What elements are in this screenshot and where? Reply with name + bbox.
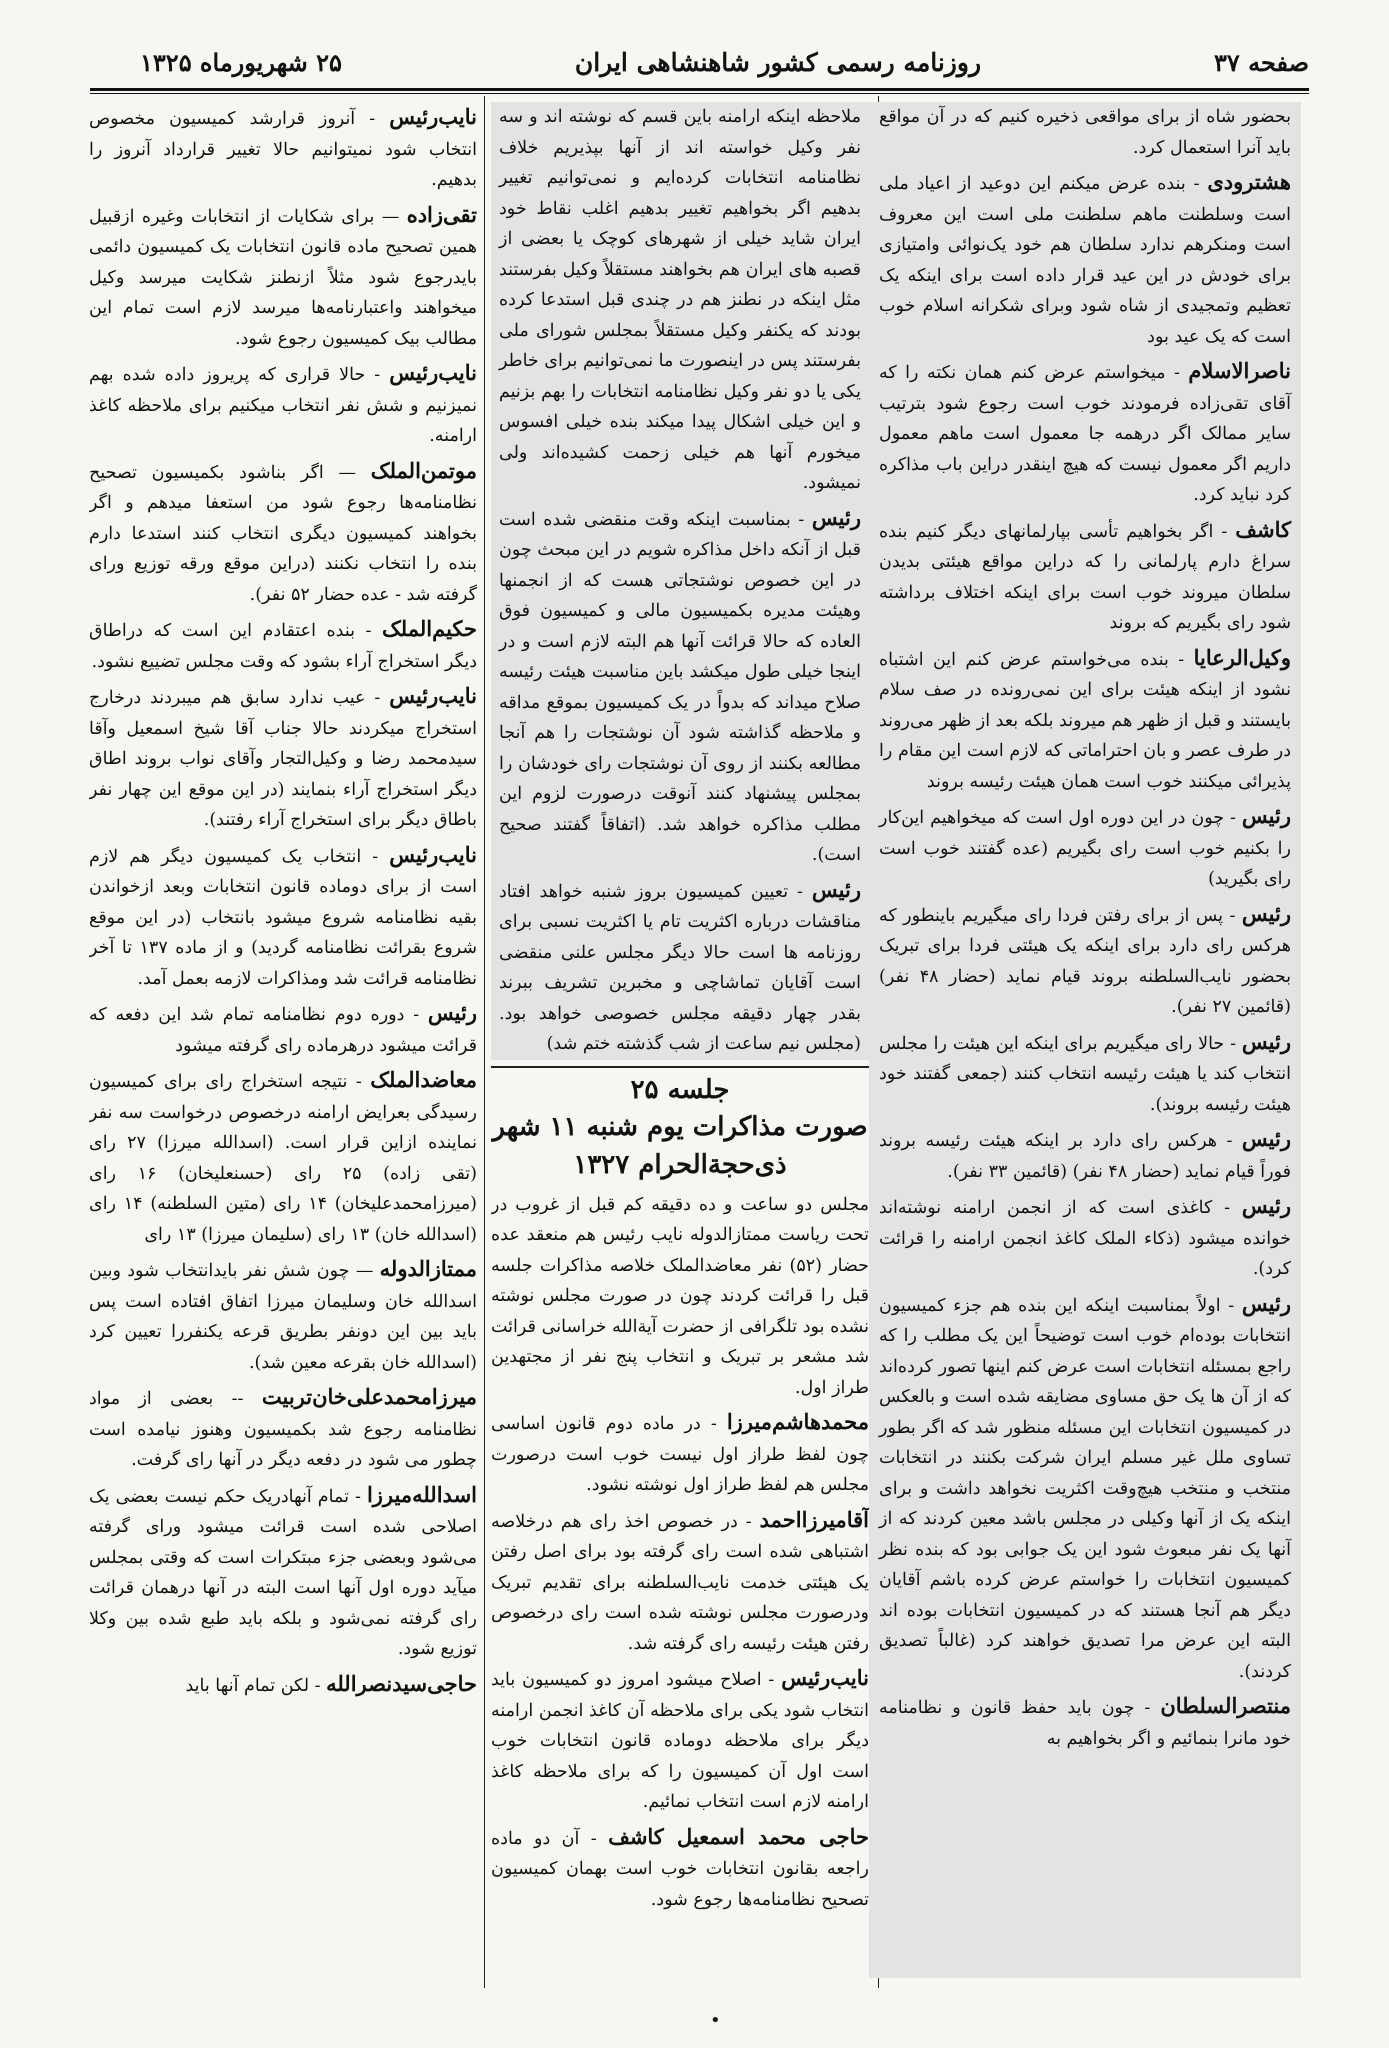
issue-date: ۲۵ شهریورماه ۱۳۲۵: [140, 47, 342, 77]
paragraph-text: - تمام آنهادریک حکم نیست بعضی یک اصلاحی شده است قرائت میشود ورای گرفته می‌شود وبعضی جزء مبتکرات است که وقتی بمجلس میآید دوره اول آنها است البته در آنها درهمان قرائت رای گرفته نمی‌شود و بلکه باید طبع شده بین وکلا توزیع شود.: [89, 1486, 477, 1659]
paragraph: [879, 1691, 1291, 1754]
paragraph-text: - پس از برای رفتن فردا رای میگیریم باینطور که هرکس رای دارد برای اینکه یک هیئتی فردا برای تبریک بحضور نایب‌السلطنه بروند قیام نماید (حضار ۴۸ نفر) (قائمین ۲۷ نفر).: [879, 905, 1291, 1017]
paragraph: [89, 998, 477, 1061]
paragraph: [491, 1822, 869, 1916]
paragraph: [89, 358, 477, 452]
paragraph-text: - هرکس رای دارد بر اینکه هیئت رئیسه بروند فوراً قیام نماید (حضار ۴۸ نفر) (قائمین ۳۳ نفر).: [879, 1131, 1291, 1182]
paragraph: [879, 515, 1291, 639]
footer-mark: •: [710, 2010, 721, 2031]
paragraph: [89, 1669, 477, 1702]
speaker-name: رئیس: [1241, 1290, 1291, 1316]
paragraph-text: - در خصوص اخذ رای هم درخلاصه اشتباهی شده است رای گرفته بود برای اصل رفتن یک هیئتی خدمت نایب‌السلطنه برای تقدیم تبریک ودرصورت مجلس نوشته شده است رای درخصوص رفتن هیئت رئیسه رای گرفته شد.: [491, 1511, 869, 1654]
speaker-name: رئیس: [1241, 900, 1291, 926]
speaker-name: نایب‌رئیس: [389, 104, 477, 129]
speaker-name: محمدهاشم‌میرزا: [726, 1409, 869, 1434]
paragraph-text: - انتخاب یک کمیسیون دیگر هم لازم است از برای دوماده قانون انتخابات وبعد ازخواندن بقیه نظامنامه شروع میشود بانتخاب (در این موقع شروع بقرائت نظامنامه گردید) و از ماده ۱۳۷ تا آخر نظامنامه قرائت شد ومذاکرات لازمه بعمل آمد.: [89, 846, 477, 989]
paragraph-text: - نتیجه استخراج رای برای کمیسیون رسیدگی بعرایض ارامنه درخصوص درخواست سه نفر نماینده ازاین قرار است. (اسدالله میرزا) ۲۷ رای (تقی زاده) ۲۵ رای (حسنعلیخان) ۱۶ رای (میرزامحمدعلیخان) ۱۴ رای (متین السلطنه) ۱۴ رای (اسدالله خان) ۱۳ رای (سلیمان میرزا) ۱۳ رای: [89, 1072, 477, 1245]
paragraph-text: - کاغذی است که از انجمن ارامنه نوشته‌اند خوانده میشود (ذکاء الملک کاغذ انجمن ارامنه را قرائت کرد).: [879, 1198, 1291, 1279]
paragraph-text: - عیب ندارد سابق هم میبردند درخارج استخراج میکردند حالا جناب آقا شیخ اسمعیل وآقا سیدمحمد رضا و وکیل‌التجار وآقای نواب بروند اطاق دیگر استخراج آراء بنمایند (در این موقع این چهار نفر باطاق دیگر برای استخراج آراء رفتند).: [89, 688, 477, 830]
middle-column: [491, 102, 869, 1978]
paragraph: [89, 1254, 477, 1378]
paragraph: [491, 1190, 869, 1404]
paragraph: [879, 1027, 1291, 1121]
speaker-name: رئیس: [1241, 803, 1291, 828]
session-heading: [491, 1066, 869, 1184]
speaker-name: هشترودی: [1207, 169, 1291, 194]
header-rule-thin: [90, 93, 1309, 94]
speaker-name: رئیس: [1241, 1193, 1291, 1218]
speaker-name: حاجی محمد اسمعیل کاشف: [608, 1823, 869, 1849]
paragraph-text: - حالا قراری که پریروز داده شده بهم نمیزنیم و شش نفر انتخاب میکنیم برای ملاحظه کاغذ ارامنه.: [89, 365, 477, 446]
paragraph: [89, 1480, 477, 1665]
paragraph-text: — چون شش نفر بایدانتخاب شود وبین اسدالله خان وسلیمان میرزا اتفاق افتاده است پس باید بین این دونفر بطریق قرعه یکنفررا تعیین کرد (اسدالله خان بقرعه معین شد).: [89, 1261, 477, 1373]
speaker-name: ناصرالاسلام: [1188, 358, 1291, 383]
paragraph-text: ملاحظه اینکه ارامنه باین قسم که نوشته اند و سه نفر وکیل خواسته اند از آنها بپذیریم خلاف نظامنامه انتخابات کرده‌ایم و نمی‌توانیم تغییر بدهیم اگر بخواهیم تغییر بدهیم اغلب نقاط خود ایران شاید خیلی از شهرهای کوچک یا بعضی از قصبه های ایران هم بخواهند مستقلاً وکیل بفرستند مثل اینکه در نطنز هم در چندی قبل استدعا کرده بودند که یکنفر وکیل مستقلاً بمجلس شورای ملی بفرستند پس در اینصورت ما نمی‌توانیم برای خاطر یکی یا دو نفر وکیل نظامنامه انتخابات را بهم بزنیم و این خیلی اشکال پیدا میکند بنده خیلی افسوس میخورم آنها هم خیلی زحمت کشیده‌اند ولی نمیشود.: [499, 107, 861, 493]
middle-top-section: [491, 102, 869, 1060]
speaker-name: نایب‌رئیس: [389, 841, 477, 867]
paragraph-text: - تعیین کمیسیون بروز شنبه خواهد افتاد مناقشات درباره اکثریت تام یا اکثریت نسبی برای روزنامه ها است حالا دیگر مجلس علنی منقضی است آقایان تماشاچی و مخبرین تشریف ببرند بقدر چهار دقیقه مجلس خصوصی خواهد بود. (مجلس نیم ساعت از شب گذشته ختم شد): [499, 881, 861, 1054]
paragraph: [89, 681, 477, 836]
paragraph-text: - بمناسبت اینکه وقت منقضی شده است قبل از آنکه داخل مذاکره شویم در این مبحث چون در این خصوص نوشتجاتی هست که از انجمنها وهیئت مدیره بکمیسیون مالی و کمیسیون فوق العاده که حالا قرائت آنها هم البته لازم است و در اینجا خیلی طول میکشد باین مناسبت هیئت رئیسه صلاح میداند که بدواً در یک کمیسیون بموقع مداقه و ملاحظه گذاشته شود آن نوشتجات را هم آنجا مطالعه بکنند از روی آن نوشتجات رای خودشان را بمجلس پیشنهاد کنند آنوقت درصورت لزوم این مطلب مذاکره خواهد شد. (اتفاقاً گفتند صحیح است).: [499, 509, 861, 865]
paragraph-text: - آن دو ماده راجعه بقانون انتخابات خوب است بهمان کمیسیون تصحیح نظامنامه‌ها رجوع شود.: [491, 1828, 869, 1910]
speaker-name: حکیم‌الملک: [381, 616, 477, 641]
paragraph-text: - چون در این دوره اول است که میخواهیم این‌کار را بکنیم خوب است رای بگیریم (عده گفتند خوب است رای بگیرید): [879, 808, 1291, 889]
paragraph: [879, 643, 1291, 798]
paragraph-text: - اولاً بمناسبت اینکه این بنده هم جزء کمیسیون انتخابات بوده‌ام خوب است توضیحاً این یک مطلب را که راجع بمسئله انتخابات است عرض کنم اینها تصور کرده‌اند که از آن ها یک حق مساوی مضایقه شده است و بالعکس در کمیسیون انتخابات این مسئله منظور شد که اگر بطور تساوی ملل غیر مسلم ایران شرکت بکنند در انتخابات منتخب و منتخب هیچ‌وقت اکثریت نخواهد داشت و برای اینکه یک از آنها وکیلی در مجلس باشد معین کردند که از آنها یک نفر مبعوث شود این یک جوابی بود که بنده نظر کمیسیون انتخابات را خواستم عرض کرده باشم آقایان دیگر هم آنجا هستند که در کمیسیون انتخابات بوده اند البته این عرض مرا تصدیق خواهند کرد (غالباً تصدیق کردند).: [879, 1295, 1291, 1682]
paragraph-text: — برای شکایات از انتخابات وغیره ازقبیل همین تصحیح ماده قانون انتخابات یک کمیسیون دائمی بایدرجوع شود مثلاً ازنطنز شکایت میرسد وکیل میخواهند واعتبارنامه‌ها میرسد لازم است تمام این مطالب بیک کمیسیون رجوع شود.: [89, 206, 477, 349]
speaker-name: منتصرالسلطان: [1160, 1693, 1291, 1718]
header-rule: [90, 88, 1309, 91]
speaker-name: نایب‌رئیس: [781, 1665, 869, 1690]
speaker-name: وکیل‌الرعایا: [1193, 644, 1291, 670]
paragraph: [499, 102, 861, 499]
speaker-name: رئیس: [427, 1000, 477, 1025]
speaker-name: موتمن‌الملک: [370, 457, 477, 483]
paragraph: [499, 875, 861, 1060]
speaker-name: رئیس: [811, 876, 861, 902]
paragraph-text: - بنده اعتقادم این است که دراطاق دیگر استخراج آراء بشود که وقت مجلس تضییع نشود.: [89, 621, 477, 672]
speaker-name: تقی‌زاده: [406, 201, 477, 227]
session-number: جلسه ۲۵: [630, 1074, 730, 1105]
paragraph-text: - اگر بخواهیم تأسی بپارلمانهای دیگر کنیم بنده سراغ دارم پارلمانی را که دراین مواقع هیئتی بدیدن سلطان میروند خوب است برای اینکه اختلاف برداشته شود رای بگیریم که بروند: [879, 521, 1291, 633]
paragraph: [879, 1191, 1291, 1285]
paragraph: [89, 456, 477, 611]
paragraph: [89, 1065, 477, 1250]
speaker-name: نایب‌رئیس: [389, 360, 477, 385]
paragraph-text: - بنده عرض میکنم این دوعید از اعیاد ملی است وسلطنت ماهم سلطنت ملی است این معروف است ومنکرهم ندارد سلطان هم خود یک‌نوائی وامتیازی برای خودش در این عید قرار داده است برای اینکه یک تعظیم وتمجیدی از شاه شود وبرای شکرانه اسلام خوب است که یک عید بود: [879, 174, 1291, 347]
paragraph: [89, 614, 477, 677]
paragraph: [491, 1407, 869, 1501]
paragraph: [89, 840, 477, 995]
middle-bottom-section: [491, 1190, 869, 1916]
paragraph-text: - حالا رای میگیریم برای اینکه این هیئت را مجلس انتخاب کند یا هیئت رئیسه انتخاب کنند (جمعی گفتند خود هیئت رئیسه بروند).: [879, 1033, 1291, 1115]
paragraph: [499, 503, 861, 871]
speaker-name: رئیس: [811, 504, 861, 530]
paragraph-text: - دوره دوم نظامنامه تمام شد این دفعه که قرائت میشود درهرماده رای گرفته میشود: [89, 1005, 477, 1056]
paragraph-text: مجلس دو ساعت و ده دقیقه کم قبل از غروب در تحت ریاست ممتازالدوله نایب رئیس هم منعقد عده حضار (۵۲) نفر معاضدالملک خلاصه مذاکرات جلسه قبل را قرائت کردند چون در صورت مجلس نوشته نشده بود تلگرافی از حضرت آیة‌الله خراسانی قرائت شد مشعر بر تبریک و انتخاب پنج نفر از مجتهدین طراز اول.: [491, 1194, 869, 1398]
speaker-name: حاجی‌سیدنصرالله: [326, 1670, 477, 1696]
paragraph: [491, 1505, 869, 1660]
paragraph-text: - آنروز قرارشد کمیسیون مخصوص انتخاب شود نمیتوانیم حالا تغییر قرارداد آنروز را بدهیم.: [89, 109, 477, 190]
paragraph-text: - میخواستم عرض کنم همان نکته را که آقای تقی‌زاده فرمودند خوب است رجوع شود بترتیب سایر ممالک اگر درهمه جا معمول است ماهم معمول داریم اگر معمول نیست که هیچ اینقدر دراین باب مذاکره کرد نباید کرد.: [879, 363, 1291, 505]
paragraph: [89, 200, 477, 355]
paragraph-text: - در ماده دوم قانون اساسی چون لفظ طراز اول نیست خوب است درصورت مجلس هم لفظ طراز اول نوشته نشود.: [491, 1414, 869, 1495]
page-number: صفحه ۳۷: [1213, 47, 1309, 77]
column-divider: [484, 96, 485, 1988]
left-column: [89, 102, 477, 1978]
speaker-name: نایب‌رئیس: [389, 683, 477, 708]
speaker-name: کاشف: [1235, 516, 1291, 542]
speaker-name: رئیس: [1241, 1028, 1291, 1054]
paragraph-text: - لکن تمام آنها باید: [185, 1675, 327, 1696]
paragraph: [879, 102, 1291, 163]
paragraph: [879, 1124, 1291, 1187]
session-title-line2: ذی‌حجة‌الحرام ۱۳۲۷: [573, 1149, 787, 1180]
paragraph: [879, 167, 1291, 352]
paragraph-text: - چون باید حفظ قانون و نظامنامه خود مانرا بنمائیم و اگر بخواهیم به: [879, 1698, 1291, 1749]
paragraph-text: بحضور شاه از برای مواقعی ذخیره کنیم که در آن مواقع باید آنرا استعمال کرد.: [879, 107, 1291, 158]
paragraph: [89, 1382, 477, 1476]
paragraph: [491, 1663, 869, 1818]
paragraph-text: - اصلاح میشود امروز دو کمیسیون باید انتخاب شود یکی برای ملاحظه آن کاغذ انجمن ارامنه دیگر برای ملاحظه دوماده قانون انتخابات خوب است اول آن کمیسیون را که برای ملاحظه کاغذ ارامنه لازم است انتخاب نمائیم.: [491, 1670, 869, 1812]
speaker-name: ممتازالدوله: [379, 1256, 477, 1281]
page-header: [140, 44, 1309, 80]
speaker-name: اسدالله‌میرزا: [366, 1481, 477, 1507]
paragraph-text: — اگر بناشود بکمیسیون تصحیح نظامنامه‌ها رجوع شود من استعفا میدهم و اگر بخواهند کمیسیون دیگری انتخاب کنند استدعا دارم بنده را انتخاب نکنند (دراین موقع ورقه توزیع ورای گرفته شد - عده حضار ۵۲ نفر).: [89, 462, 477, 605]
paragraph: [89, 102, 477, 196]
speaker-name: معاضدالملک: [370, 1067, 477, 1092]
session-title-line1: صورت مذاکرات یوم شنبه ۱۱ شهر: [492, 1111, 868, 1142]
newspaper-title: روزنامه رسمی کشور شاهنشاهی ایران: [574, 47, 982, 77]
speaker-name: آقامیرزااحمد: [759, 1506, 869, 1532]
speaker-name: میرزامحمدعلی‌خان‌تربیت: [261, 1384, 477, 1409]
paragraph: [879, 1289, 1291, 1688]
paragraph: [879, 899, 1291, 1023]
speaker-name: رئیس: [1241, 1126, 1291, 1151]
paragraph: [879, 801, 1291, 895]
paragraph-text: -- بعضی از مواد نظامنامه رجوع شد بکمیسیون وهنوز نیامده است چطور می شود در دفعه دیگر در آنها رای گرفت.: [89, 1389, 477, 1470]
paragraph-text: - بنده می‌خواستم عرض کنم این اشتباه نشود از اینکه هیئت برای این نمی‌رونده در صف سلام بایستند و قبل از ظهر هم میروند بلکه بعد از ظهر می‌روند در طرف عصر و بان احتراماتی که لازم است این مقام را پذیرائی میکنند خوب است همان هیئت رئیسه بروند: [879, 649, 1291, 792]
right-column: [869, 102, 1301, 1978]
paragraph: [879, 356, 1291, 511]
